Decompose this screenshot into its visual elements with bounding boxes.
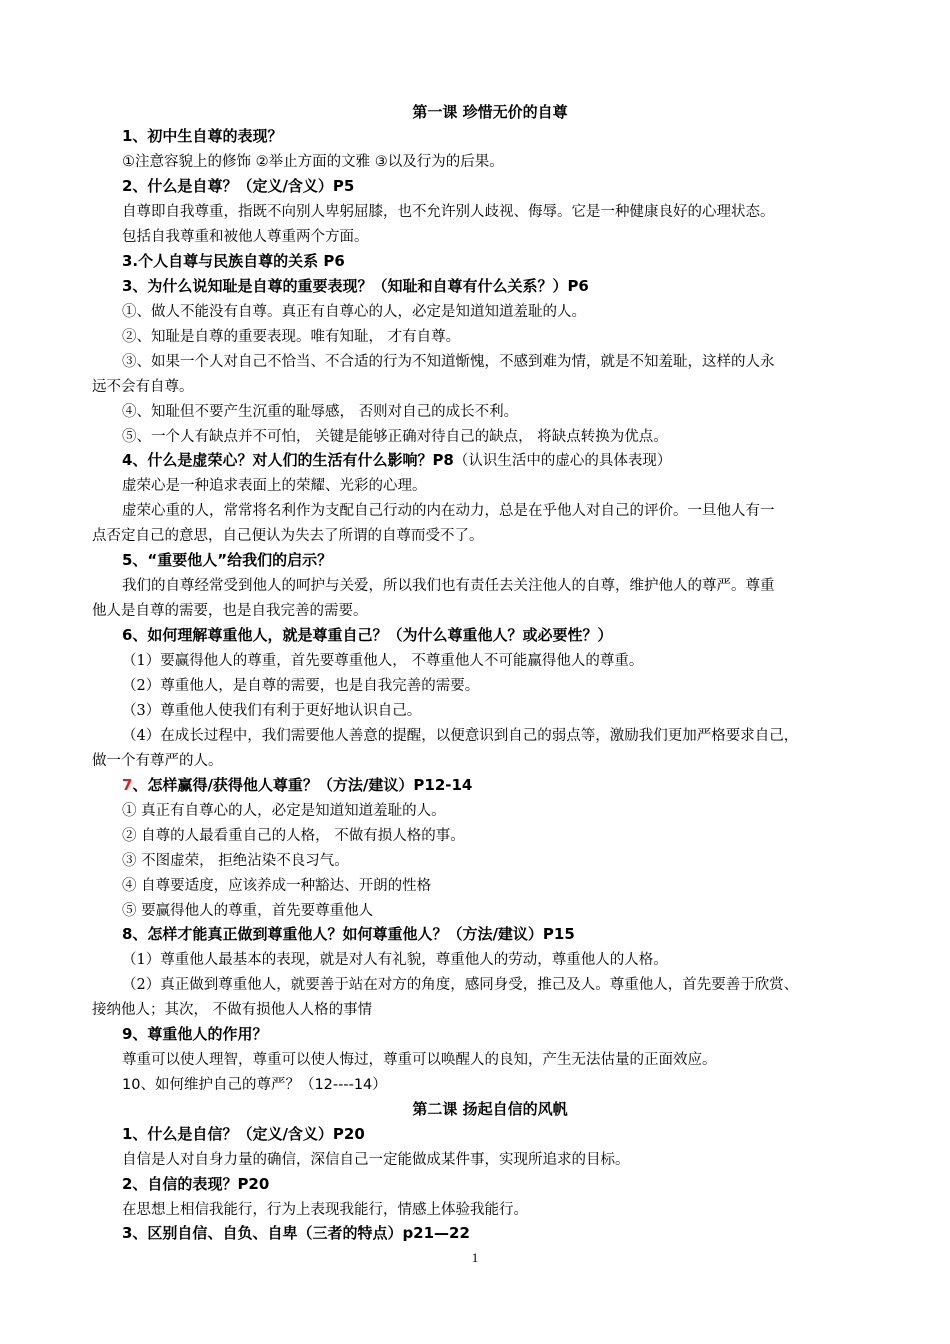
lesson1-question-5: 5、“重要他人”给我们的启示？: [122, 551, 333, 569]
lesson2-answer-1: 自信是人对自身力量的确信，深信自己一定能做成某件事，实现所追求的目标。: [122, 1152, 630, 1168]
lesson1-answer-7-item5: ⑤ 要赢得他人的尊重，首先要尊重他人: [122, 903, 374, 919]
lesson1-answer-3-item5: ⑤、一个人有缺点并不可怕， 关键是能够正确对待自己的缺点， 将缺点转换为优点。: [122, 429, 668, 445]
lesson1-question-9: 9、尊重他人的作用？: [122, 1025, 268, 1043]
lesson1-question-10: 10、如何维护自己的尊严？（12----14）: [122, 1077, 387, 1093]
lesson1-answer-8-item2-line2: 接纳他人；其次， 不做有损他人人格的事情: [92, 1002, 373, 1018]
lesson1-answer-2-line1: 自尊即自我尊重，指既不向别人卑躬屈膝，也不允许别人歧视、侮辱。它是一种健康良好的心理状态。: [122, 204, 775, 220]
lesson1-answer-7-item1: ① 真正有自尊心的人，必定是知道知道羞耻的人。: [122, 803, 446, 819]
lesson1-answer-3-item3-line2: 远不会有自尊。: [92, 379, 194, 395]
lesson1-answer-3-item2: ②、知耻是自尊的重要表现。唯有知耻， 才有自尊。: [122, 329, 461, 345]
lesson1-question-2: 2、什么是自尊？（定义/含义）P5: [122, 177, 355, 195]
lesson1-answer-3-item1: ①、做人不能没有自尊。真正有自尊心的人，必定是知道知道羞耻的人。: [122, 304, 586, 320]
lesson1-answer-2-line2: 包括自我尊重和被他人尊重两个方面。: [122, 229, 369, 245]
lesson2-question-1: 1、什么是自信？（定义/含义）P20: [122, 1125, 365, 1143]
lesson1-answer-3-item4: ④、知耻但不要产生沉重的耻辱感， 否则对自己的成长不利。: [122, 404, 519, 420]
page-number: 1: [471, 1250, 479, 1265]
lesson1-answer-4-line3: 点否定自己的意思，自己便认为失去了所谓的自尊而受不了。: [92, 528, 484, 544]
lesson1-answer-4-line2: 虚荣心重的人，常常将名利作为支配自己行动的内在动力，总是在乎他人对自己的评价。一旦他人有一: [122, 503, 775, 519]
lesson1-answer-5-line1: 我们的自尊经常受到他人的呵护与关爱，所以我们也有责任去关注他人的自尊，维护他人的尊严。尊重: [122, 578, 775, 594]
lesson1-question-4-row: [122, 449, 950, 470]
lesson1-question-3: 3、为什么说知耻是自尊的重要表现？（知耻和自尊有什么关系？）P6: [122, 277, 589, 295]
lesson1-answer-7-item2: ② 自尊的人最看重自己的人格， 不做有损人格的事。: [122, 828, 465, 844]
lesson1-answer-6-item1: （1）要赢得他人的尊重，首先要尊重他人， 不尊重他人不可能赢得他人的尊重。: [122, 653, 644, 669]
lesson2-question-2: 2、自信的表现？P20: [122, 1175, 270, 1193]
lesson1-question-4: 4、什么是虚荣心？对人们的生活有什么影响？P8: [122, 451, 454, 469]
lesson1-answer-7-item4: ④ 自尊要适度，应该养成一种豁达、开朗的性格: [122, 878, 432, 894]
lesson2-question-3: 3、区别自信、自负、自卑（三者的特点）p21—22: [122, 1224, 470, 1242]
lesson1-answer-4-line1: 虚荣心是一种追求表面上的荣耀、光彩的心理。: [122, 478, 427, 494]
lesson2-answer-2: 在思想上相信我能行，行为上表现我能行，情感上体验我能行。: [122, 1202, 528, 1218]
lesson1-question-7-row: [122, 774, 950, 795]
lesson1-answer-5-line2: 他人是自尊的需要，也是自我完善的需要。: [92, 603, 368, 619]
lesson1-question-3a: 3.个人自尊与民族自尊的关系 P6: [122, 252, 345, 270]
lesson1-question-4-note: （认识生活中的虚心的具体表现）: [453, 453, 672, 469]
lesson1-answer-7-item3: ③ 不图虚荣， 拒绝沾染不良习气。: [122, 853, 349, 869]
lesson1-answer-6-item2: （2）尊重他人，是自尊的需要，也是自我完善的需要。: [122, 678, 480, 694]
lesson1-answer-6-item4-line2: 做一个有尊严的人。: [92, 753, 223, 769]
lesson1-answer-8-item1: （1）尊重他人最基本的表现，就是对人有礼貌，尊重他人的劳动，尊重他人的人格。: [122, 952, 668, 968]
lesson1-title: 第一课 珍惜无价的自尊: [412, 103, 568, 121]
lesson1-answer-8-item2-line1: （2）真正做到尊重他人，就要善于站在对方的角度，感同身受，推己及人。尊重他人，首先要善于欣赏、: [122, 977, 799, 993]
lesson1-answer-6-item3: （3）尊重他人使我们有利于更好地认识自己。: [122, 703, 422, 719]
lesson1-question-1: 1、初中生自尊的表现？: [122, 127, 283, 145]
lesson1-question-8: 8、怎样才能真正做到尊重他人？如何尊重他人？（方法/建议）P15: [122, 925, 575, 943]
lesson1-answer-1: ①注意容貌上的修饰 ②举止方面的文雅 ③以及行为的后果。: [122, 154, 504, 170]
lesson1-answer-6-item4-line1: （4）在成长过程中，我们需要他人善意的提醒，以便意识到自己的弱点等，激励我们更加严格要求自己，: [122, 728, 799, 744]
lesson1-question-6: 6、如何理解尊重他人，就是尊重自己？（为什么尊重他人？或必要性？）: [122, 626, 613, 644]
lesson1-question-7-number: 7: [122, 776, 133, 794]
lesson2-title: 第二课 扬起自信的风帆: [412, 1100, 568, 1118]
lesson1-question-7: 、怎样赢得/获得他人尊重？（方法/建议）P12-14: [132, 776, 473, 794]
lesson1-answer-9: 尊重可以使人理智，尊重可以使人悔过，尊重可以唤醒人的良知，产生无法估量的正面效应。: [122, 1052, 717, 1068]
lesson1-answer-3-item3-line1: ③、如果一个人对自己不恰当、不合适的行为不知道惭愧，不感到难为情，就是不知羞耻，这样的人永: [122, 354, 775, 370]
